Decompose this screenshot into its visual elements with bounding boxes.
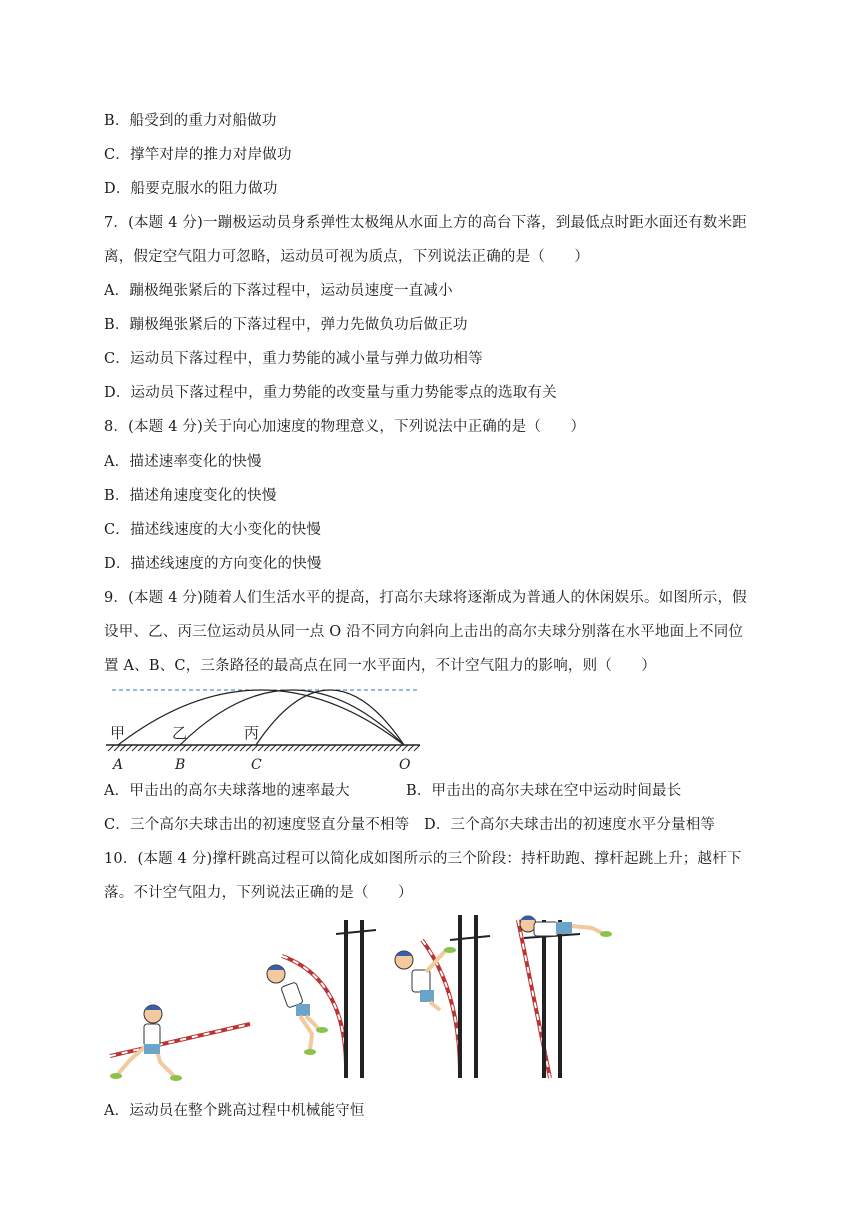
q9-stem-line-1: 9．(本题 4 分)随着人们生活水平的提高，打高尔夫球将逐渐成为普通人的休闲娱乐。如图所示，假	[104, 590, 747, 606]
q9-option-d: D．三个高尔夫球击出的初速度水平分量相等	[424, 817, 716, 833]
q6-option-c: C．撑竿对岸的推力对岸做功	[104, 147, 292, 163]
label-point-c: C	[251, 757, 262, 773]
stage-clearing	[518, 916, 612, 1078]
q7-option-b: B．蹦极绳张紧后的下落过程中，弹力先做负功后做正功	[104, 317, 468, 333]
q6-option-d: D．船要克服水的阻力做功	[104, 181, 278, 197]
trajectory-jia	[118, 690, 404, 745]
q6-option-b: B．船受到的重力对船做功	[104, 113, 277, 129]
q9-option-b: B．甲击出的高尔夫球在空中运动时间最长	[406, 783, 682, 799]
q8-option-a: A．描述速率变化的快慢	[104, 454, 262, 470]
q7-option-a: A．蹦极绳张紧后的下落过程中，运动员速度一直减小	[104, 283, 453, 299]
q8-option-d: D．描述线速度的方向变化的快慢	[104, 556, 322, 572]
q7-stem-line-1: 7．(本题 4 分)一蹦极运动员身系弹性太极绳从水面上方的高台下落，到最低点时距水面还有数米距	[104, 215, 747, 231]
trajectory-bing	[256, 690, 404, 745]
q8-stem: 8．(本题 4 分)关于向心加速度的物理意义，下列说法中正确的是（ ）	[104, 419, 586, 435]
label-point-o: O	[399, 757, 411, 773]
q7-stem-line-2: 离，假定空气阻力可忽略，运动员可视为质点，下列说法正确的是（ ）	[104, 249, 590, 265]
q10-stem-line-2: 落。不计空气阻力，下列说法正确的是（ ）	[104, 885, 413, 901]
q10-option-a: A．运动员在整个跳高过程中机械能守恒	[104, 1103, 365, 1119]
q10-stem-line-1: 10．(本题 4 分)撑杆跳高过程可以简化成如图所示的三个阶段：持杆助跑、撑杆起跳上升；越杆下	[104, 851, 742, 867]
pole-vault-figure	[100, 910, 620, 1090]
stage-run	[110, 1005, 250, 1081]
label-point-a: A	[113, 757, 124, 773]
golf-trajectory-figure	[100, 682, 430, 774]
ground-hatching	[108, 745, 420, 751]
label-jia: 甲	[110, 724, 126, 742]
q7-option-d: D．运动员下落过程中，重力势能的改变量与重力势能零点的选取有关	[104, 385, 557, 401]
label-point-b: B	[175, 757, 186, 773]
label-yi: 乙	[172, 724, 188, 742]
q8-option-b: B．描述角速度变化的快慢	[104, 488, 277, 504]
trajectory-yi	[180, 690, 404, 745]
q9-option-c: C．三个高尔夫球击出的初速度竖直分量不相等	[104, 817, 410, 833]
stage-rising	[395, 915, 490, 1078]
label-bing: 丙	[244, 724, 260, 742]
stage-takeoff	[267, 920, 376, 1078]
q8-option-c: C．描述线速度的大小变化的快慢	[104, 522, 322, 538]
q7-option-c: C．运动员下落过程中，重力势能的减小量与弹力做功相等	[104, 351, 483, 367]
q9-stem-line-2: 设甲、乙、丙三位运动员从同一点 O 沿不同方向斜向上击出的高尔夫球分别落在水平地面上不同位	[104, 624, 744, 640]
q9-stem-line-3: 置 A、B、C，三条路径的最高点在同一水平面内，不计空气阻力的影响，则（ ）	[104, 658, 657, 674]
q9-option-a: A．甲击出的高尔夫球落地的速率最大	[104, 783, 350, 799]
